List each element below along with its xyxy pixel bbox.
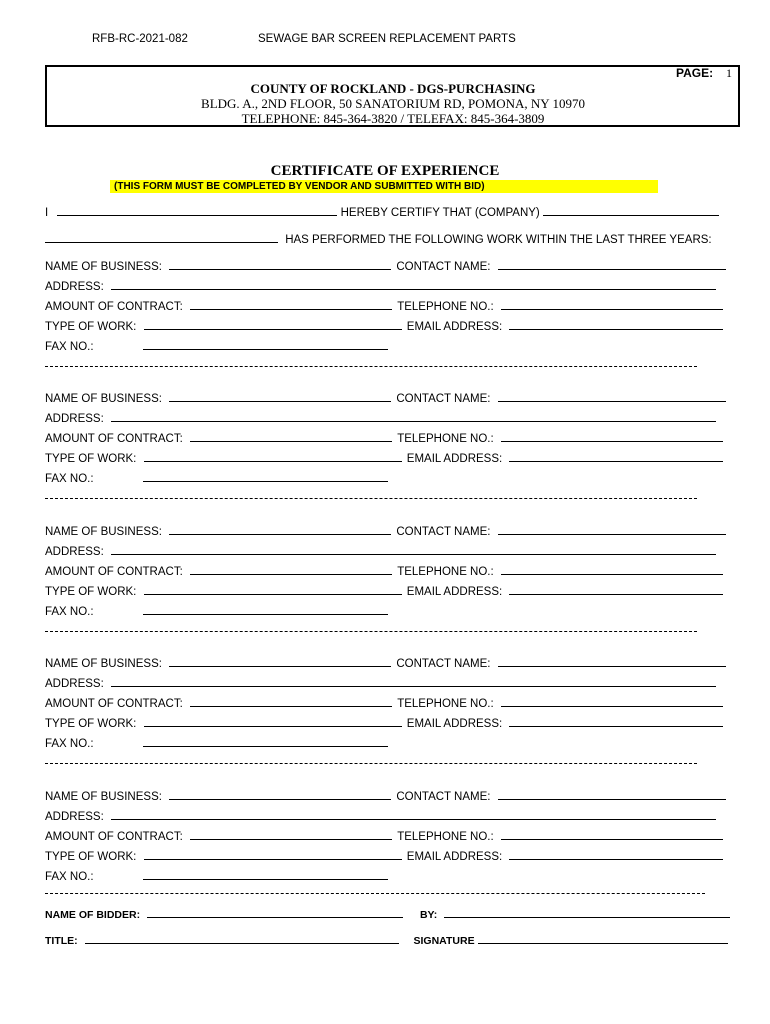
fax-field[interactable] — [143, 604, 388, 615]
amount-of-contract-field[interactable] — [190, 299, 392, 310]
certify-line — [45, 205, 719, 219]
contract-row — [45, 299, 723, 313]
address-label: ADDRESS: — [45, 413, 104, 425]
performed-text: HAS PERFORMED THE FOLLOWING WORK WITHIN THE LAST THREE YEARS: — [285, 234, 712, 246]
fax-row — [45, 471, 388, 485]
address-label: ADDRESS: — [45, 678, 104, 690]
form-notice: (THIS FORM MUST BE COMPLETED BY VENDOR AND SUBMITTED WITH BID) — [110, 180, 658, 193]
email-address-label: EMAIL ADDRESS: — [406, 453, 503, 465]
block-divider — [45, 498, 697, 499]
company-continued-field[interactable] — [45, 232, 278, 243]
contract-row — [45, 564, 723, 578]
contact-name-field[interactable] — [498, 259, 726, 270]
org-phones: TELEPHONE: 845-364-3820 / TELEFAX: 845-364-3809 — [241, 111, 545, 126]
block-divider — [45, 366, 697, 367]
work-row — [45, 319, 723, 333]
document-title: SEWAGE BAR SCREEN REPLACEMENT PARTS — [258, 33, 516, 45]
email-address-field[interactable] — [509, 849, 723, 860]
email-address-field[interactable] — [509, 716, 723, 727]
page-number: 1 — [726, 66, 732, 80]
contact-name-field[interactable] — [498, 789, 726, 800]
type-of-work-label: TYPE OF WORK: — [45, 321, 137, 333]
type-of-work-field[interactable] — [144, 716, 402, 727]
address-row — [45, 676, 716, 690]
telephone-label: TELEPHONE NO.: — [397, 698, 494, 710]
address-field[interactable] — [111, 411, 716, 422]
telephone-label: TELEPHONE NO.: — [397, 433, 494, 445]
business-row — [45, 789, 726, 803]
fax-field[interactable] — [143, 339, 388, 350]
address-row — [45, 279, 716, 293]
amount-of-contract-field[interactable] — [190, 564, 392, 575]
address-field[interactable] — [111, 676, 716, 687]
name-of-business-label: NAME OF BUSINESS: — [45, 261, 162, 273]
amount-of-contract-field[interactable] — [190, 696, 392, 707]
fax-row — [45, 339, 388, 353]
business-row — [45, 524, 726, 538]
contact-name-label: CONTACT NAME: — [396, 526, 491, 538]
title-label: TITLE: — [45, 935, 78, 947]
business-row — [45, 259, 726, 273]
address-row — [45, 544, 716, 558]
signature-field[interactable] — [478, 933, 728, 944]
performed-line — [45, 232, 712, 246]
document-id: RFB-RC-2021-082 — [92, 33, 188, 45]
name-of-bidder-field[interactable] — [147, 907, 403, 918]
block-divider — [45, 631, 697, 632]
telephone-field[interactable] — [501, 431, 723, 442]
telephone-label: TELEPHONE NO.: — [397, 831, 494, 843]
footer-divider — [45, 893, 705, 894]
address-label: ADDRESS: — [45, 546, 104, 558]
email-address-field[interactable] — [509, 451, 723, 462]
contact-name-label: CONTACT NAME: — [396, 393, 491, 405]
contact-name-label: CONTACT NAME: — [396, 261, 491, 273]
address-row — [45, 411, 716, 425]
contact-name-field[interactable] — [498, 656, 726, 667]
contract-row — [45, 431, 723, 445]
by-field[interactable] — [444, 907, 730, 918]
contact-name-field[interactable] — [498, 391, 726, 402]
certify-mid: HEREBY CERTIFY THAT (COMPANY) — [340, 207, 540, 219]
email-address-label: EMAIL ADDRESS: — [406, 851, 503, 863]
work-row — [45, 716, 723, 730]
name-of-business-field[interactable] — [169, 656, 391, 667]
amount-of-contract-label: AMOUNT OF CONTRACT: — [45, 566, 183, 578]
name-of-business-label: NAME OF BUSINESS: — [45, 791, 162, 803]
amount-of-contract-field[interactable] — [190, 829, 392, 840]
type-of-work-label: TYPE OF WORK: — [45, 851, 137, 863]
address-field[interactable] — [111, 279, 716, 290]
name-of-business-label: NAME OF BUSINESS: — [45, 526, 162, 538]
fax-label: FAX NO.: — [45, 341, 94, 353]
certify-prefix: I — [45, 207, 49, 219]
company-field[interactable] — [543, 205, 719, 216]
email-address-label: EMAIL ADDRESS: — [406, 718, 503, 730]
name-of-business-field[interactable] — [169, 789, 391, 800]
by-label: BY: — [419, 909, 438, 921]
business-row — [45, 391, 726, 405]
bidder-line — [45, 907, 730, 921]
name-of-business-label: NAME OF BUSINESS: — [45, 393, 162, 405]
type-of-work-label: TYPE OF WORK: — [45, 718, 137, 730]
address-label: ADDRESS: — [45, 811, 104, 823]
address-label: ADDRESS: — [45, 281, 104, 293]
name-of-business-field[interactable] — [169, 524, 391, 535]
org-address: BLDG. A., 2ND FLOOR, 50 SANATORIUM RD, POMONA, NY 10970 — [201, 96, 585, 111]
amount-of-contract-field[interactable] — [190, 431, 392, 442]
name-of-business-field[interactable] — [169, 259, 391, 270]
address-field[interactable] — [111, 809, 716, 820]
fax-field[interactable] — [143, 736, 388, 747]
title-line — [45, 933, 728, 947]
fax-label: FAX NO.: — [45, 606, 94, 618]
amount-of-contract-label: AMOUNT OF CONTRACT: — [45, 433, 183, 445]
address-row — [45, 809, 716, 823]
type-of-work-field[interactable] — [144, 849, 402, 860]
title-field[interactable] — [85, 933, 399, 944]
telephone-field[interactable] — [501, 696, 723, 707]
fax-field[interactable] — [143, 471, 388, 482]
telephone-field[interactable] — [501, 299, 723, 310]
telephone-field[interactable] — [501, 564, 723, 575]
block-divider — [45, 763, 697, 764]
type-of-work-label: TYPE OF WORK: — [45, 586, 137, 598]
fax-field[interactable] — [143, 869, 388, 880]
telephone-field[interactable] — [501, 829, 723, 840]
certifier-name-field[interactable] — [57, 205, 337, 216]
fax-label: FAX NO.: — [45, 473, 94, 485]
email-address-label: EMAIL ADDRESS: — [406, 321, 503, 333]
contract-row — [45, 829, 723, 843]
contact-name-field[interactable] — [498, 524, 726, 535]
telephone-label: TELEPHONE NO.: — [397, 566, 494, 578]
fax-row — [45, 736, 388, 750]
name-of-business-label: NAME OF BUSINESS: — [45, 658, 162, 670]
type-of-work-label: TYPE OF WORK: — [45, 453, 137, 465]
email-address-label: EMAIL ADDRESS: — [406, 586, 503, 598]
amount-of-contract-label: AMOUNT OF CONTRACT: — [45, 698, 183, 710]
name-of-business-field[interactable] — [169, 391, 391, 402]
contract-row — [45, 696, 723, 710]
type-of-work-field[interactable] — [144, 451, 402, 462]
type-of-work-field[interactable] — [144, 584, 402, 595]
business-row — [45, 656, 726, 670]
work-row — [45, 451, 723, 465]
type-of-work-field[interactable] — [144, 319, 402, 330]
fax-label: FAX NO.: — [45, 738, 94, 750]
name-of-bidder-label: NAME OF BIDDER: — [45, 909, 141, 921]
fax-row — [45, 869, 388, 883]
org-name: COUNTY OF ROCKLAND - DGS-PURCHASING — [250, 81, 536, 96]
work-row — [45, 584, 723, 598]
form-title: CERTIFICATE OF EXPERIENCE — [270, 163, 500, 179]
contact-name-label: CONTACT NAME: — [396, 658, 491, 670]
address-field[interactable] — [111, 544, 716, 555]
work-row — [45, 849, 723, 863]
email-address-field[interactable] — [509, 319, 723, 330]
contact-name-label: CONTACT NAME: — [396, 791, 491, 803]
fax-label: FAX NO.: — [45, 871, 94, 883]
amount-of-contract-label: AMOUNT OF CONTRACT: — [45, 301, 183, 313]
email-address-field[interactable] — [509, 584, 723, 595]
signature-label: SIGNATURE — [413, 935, 475, 947]
fax-row — [45, 604, 388, 618]
amount-of-contract-label: AMOUNT OF CONTRACT: — [45, 831, 183, 843]
page-label: PAGE: — [676, 66, 714, 80]
telephone-label: TELEPHONE NO.: — [397, 301, 494, 313]
